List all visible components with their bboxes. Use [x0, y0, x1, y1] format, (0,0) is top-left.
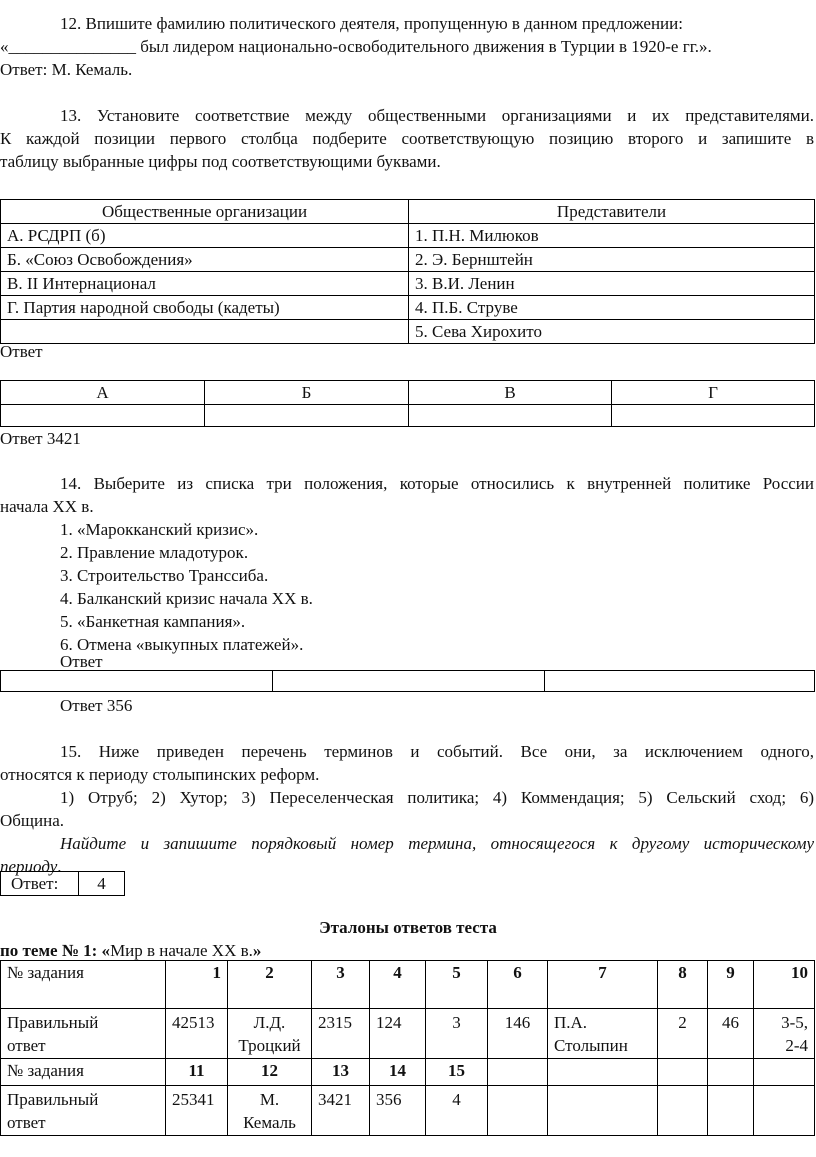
q13-org: В. II Интернационал: [1, 272, 409, 296]
key-answer-line: Столыпин: [554, 1036, 628, 1055]
answer-cell[interactable]: [273, 671, 545, 692]
key-title: Эталоны ответов теста: [319, 918, 497, 937]
key-task-num: 15: [426, 1059, 488, 1086]
key-answer: [658, 1086, 708, 1136]
key-task-num: [708, 1059, 754, 1086]
key-nums-row-1: [1, 961, 815, 1009]
key-task-num: 13: [312, 1059, 370, 1086]
key-task-num: 14: [370, 1059, 426, 1086]
table-row: [1, 296, 815, 320]
key-subtitle-prefix: по теме № 1: «: [0, 941, 111, 960]
key-task-num: 4: [370, 961, 426, 1009]
key-answer-line: М.: [259, 1090, 280, 1109]
key-answer: 3: [426, 1009, 488, 1059]
q13-match-table: [0, 199, 815, 344]
key-answer: [548, 1086, 658, 1136]
key-answer-label-2: ответ: [7, 1036, 46, 1055]
answer-letter: А: [1, 381, 205, 405]
key-answer: [228, 1009, 312, 1059]
answer-key-table: [0, 960, 815, 1136]
q14-answer-label: Ответ: [60, 652, 103, 671]
answer-cell[interactable]: [612, 405, 815, 427]
key-task-num: 6: [488, 961, 548, 1009]
q15-line3: 1) Отруб; 2) Хутор; 3) Переселенческая политика; 4) Коммендация; 5) Сельский сход; 6): [60, 788, 814, 807]
q12-answer: Ответ: М. Кемаль.: [0, 60, 133, 79]
key-task-num: 3: [312, 961, 370, 1009]
key-nums-row-2: [1, 1059, 815, 1086]
key-answer: 3421: [312, 1086, 370, 1136]
list-item: 6. Отмена «выкупных платежей».: [60, 635, 304, 654]
key-answer-line: Кемаль: [243, 1113, 296, 1132]
q14-line2: начала XX в.: [0, 497, 94, 516]
q15-line2: относятся к периоду столыпинских реформ.: [0, 765, 320, 784]
q15-answer-value: 4: [79, 872, 125, 896]
list-item: 1. «Марокканский кризис».: [60, 520, 259, 539]
list-item: 5. «Банкетная кампания».: [60, 612, 246, 631]
key-answer: 46: [708, 1009, 754, 1059]
key-task-num: 9: [708, 961, 754, 1009]
q13-line2: К каждой позиции первого столбца подберите соответствующую позицию второго и запишите в: [0, 129, 814, 148]
q15-line4: Община.: [0, 811, 65, 830]
key-task-num: [488, 1059, 548, 1086]
key-answer: 42513: [166, 1009, 228, 1059]
q13-answer-blank-row: [1, 405, 815, 427]
key-task-num: [754, 1059, 815, 1086]
q14-answer-table: [0, 670, 815, 692]
key-task-num: [548, 1059, 658, 1086]
key-answer: 124: [370, 1009, 426, 1059]
answer-cell[interactable]: [205, 405, 409, 427]
key-task-num: [658, 1059, 708, 1086]
key-answer: [754, 1009, 815, 1059]
q15-answer-row: [1, 872, 125, 896]
q15-line1: 15. Ниже приведен перечень терминов и событий. Все они, за исключением одного,: [60, 742, 814, 761]
key-answer-label-1: Правильный: [7, 1013, 99, 1032]
answer-letter: Г: [612, 381, 815, 405]
q15-answer-box: [0, 871, 125, 896]
key-answer: 146: [488, 1009, 548, 1059]
q13-org: Г. Партия народной свободы (кадеты): [1, 296, 409, 320]
key-answer: 25341: [166, 1086, 228, 1136]
q13-rep: 4. П.Б. Струве: [409, 296, 815, 320]
key-answer: 356: [370, 1086, 426, 1136]
q13-answer-label: Ответ: [0, 342, 43, 361]
q13-rep: 5. Сева Хирохито: [409, 320, 815, 344]
q13-answer: Ответ 3421: [0, 429, 81, 448]
answer-letter: Б: [205, 381, 409, 405]
key-task-num: 8: [658, 961, 708, 1009]
key-answer-label-2: ответ: [7, 1113, 46, 1132]
answer-cell[interactable]: [1, 405, 205, 427]
key-task-num: 11: [166, 1059, 228, 1086]
list-item: 3. Строительство Транссиба.: [60, 566, 269, 585]
table-row: [1, 320, 815, 344]
key-answers-row-2: [1, 1086, 815, 1136]
key-subtitle-topic: Мир в начале XX в.: [110, 941, 253, 960]
key-answer-line: 3-5,: [781, 1013, 808, 1032]
key-task-num: 12: [228, 1059, 312, 1086]
q13-line3: таблицу выбранные цифры под соответствующими буквами.: [0, 152, 441, 171]
answer-letter: В: [409, 381, 612, 405]
key-subtitle: [0, 939, 261, 962]
q14-answer: Ответ 356: [60, 696, 133, 715]
q13-rep: 1. П.Н. Милюков: [409, 224, 815, 248]
q13-org: А. РСДРП (б): [1, 224, 409, 248]
key-answer: 2315: [312, 1009, 370, 1059]
key-answer: [754, 1086, 815, 1136]
q15-answer-label: Ответ:: [1, 872, 79, 896]
key-answer-label-1: Правильный: [7, 1090, 99, 1109]
key-answer-label: [1, 1009, 166, 1059]
list-item: 4. Балканский кризис начала XX в.: [60, 589, 313, 608]
table-row: [1, 224, 815, 248]
key-answer: 4: [426, 1086, 488, 1136]
key-answer: [228, 1086, 312, 1136]
key-answer-line: П.А.: [554, 1013, 588, 1032]
key-answer: 2: [658, 1009, 708, 1059]
key-task-num: 1: [166, 961, 228, 1009]
q12-line1: 12. Впишите фамилию политического деятеля, пропущенную в данном предложении:: [60, 14, 683, 33]
q13-header-orgs: Общественные организации: [1, 200, 409, 224]
key-answer-line: Троцкий: [238, 1036, 301, 1055]
key-task-num: 10: [754, 961, 815, 1009]
list-item: 2. Правление младотурок.: [60, 543, 249, 562]
q13-header-reps: Представители: [409, 200, 815, 224]
answer-cell[interactable]: [409, 405, 612, 427]
key-answer: [488, 1086, 548, 1136]
key-answer-line: 2-4: [785, 1036, 808, 1055]
key-task-label: № задания: [1, 1059, 166, 1086]
key-task-num: 2: [228, 961, 312, 1009]
key-task-num: 5: [426, 961, 488, 1009]
q13-rep: 2. Э. Бернштейн: [409, 248, 815, 272]
key-task-num: 7: [548, 961, 658, 1009]
answer-cell[interactable]: [545, 671, 815, 692]
q13-org: [1, 320, 409, 344]
q13-answer-table: [0, 380, 815, 427]
key-answer: [548, 1009, 658, 1059]
q15-task-word: периоду: [0, 857, 58, 876]
q12-line2: «_______________ был лидером национально-освободительного движения в Турции в 1920-е гг.».: [0, 37, 712, 56]
answer-cell[interactable]: [1, 671, 273, 692]
q13-answer-header-row: [1, 381, 815, 405]
q13-org: Б. «Союз Освобождения»: [1, 248, 409, 272]
key-answer-label: [1, 1086, 166, 1136]
q14-answer-blank-row: [1, 671, 815, 692]
q13-line1: 13. Установите соответствие между общественными организациями и их представителями.: [60, 106, 814, 125]
q14-line1: 14. Выберите из списка три положения, которые относились к внутренней политике России: [60, 474, 814, 493]
q13-header-row: [1, 200, 815, 224]
key-answer-line: Л.Д.: [253, 1013, 286, 1032]
key-subtitle-end: »: [252, 941, 262, 960]
q13-rep: 3. В.И. Ленин: [409, 272, 815, 296]
table-row: [1, 272, 815, 296]
key-answers-row-1: [1, 1009, 815, 1059]
q15-task-line1: Найдите и запишите порядковый номер термина, относящегося к другому историческому: [60, 834, 814, 853]
key-task-label: № задания: [1, 961, 166, 1009]
table-row: [1, 248, 815, 272]
key-answer: [708, 1086, 754, 1136]
q15-task-end: .: [57, 857, 62, 876]
